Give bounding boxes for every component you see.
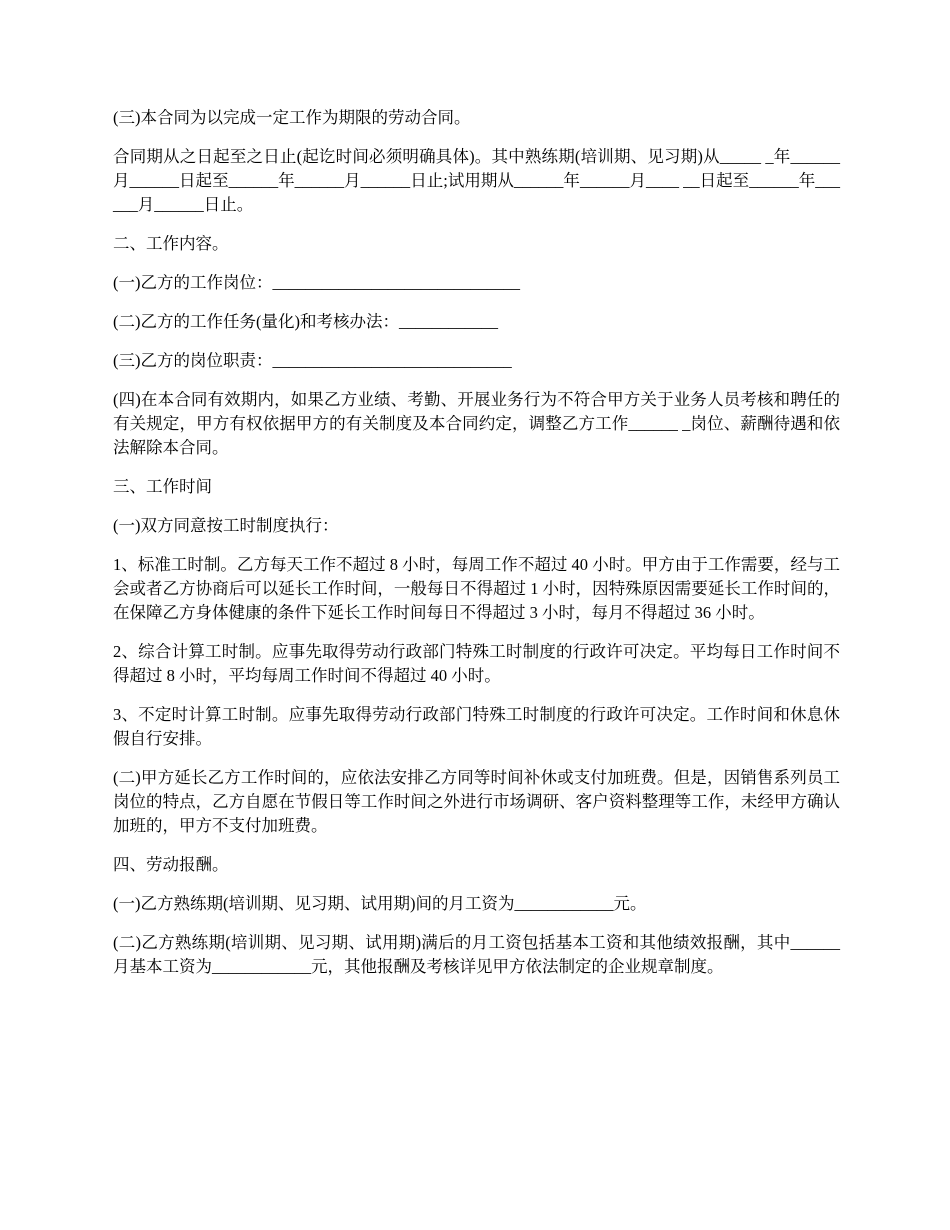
paragraph-overtime: (二)甲方延长乙方工作时间的，应依法安排乙方同等时间补休或支付加班费。但是，因销售系列员工岗位的特点，乙方自愿在节假日等工作时间之外进行市场调研、客户资料整理等工作，未经甲方确认加班的，甲方不支付加班费。 [113, 768, 840, 835]
paragraph-regular-salary: (二)乙方熟练期(培训期、见习期、试用期)满后的月工资包括基本工资和其他绩效报酬，其中______月基本工资为____________元，其他报酬及考核详见甲方依法制定的企业规章制度。 [113, 933, 840, 976]
document-page [113, 106, 840, 994]
paragraph-flexible-hours: 3、不定时计算工时制。应事先取得劳动行政部门特殊工时制度的行政许可决定。工作时间和休息休假自行安排。 [113, 705, 840, 748]
heading-working-hours: 三、工作时间 [113, 477, 212, 496]
heading-remuneration: 四、劳动报酬。 [113, 855, 229, 874]
paragraph-standard-hours: 1、标准工时制。乙方每天工作不超过 8 小时，每周工作不超过 40 小时。甲方由于工作需要，经与工会或者乙方协商后可以延长工作时间，一般每日不得超过 1 小时，因特殊原因需要延长工作时间的，在保障乙方身体健康的条件下延长工作时间每日不得超过 3 小时，每月不得超过 36 小时。 [113, 555, 840, 622]
paragraph-contract-period: 合同期从之日起至之日止(起讫时间必须明确具体)。其中熟练期(培训期、见习期)从_____ _年______月______日起至______年______月______日止;试用期从______年______月____ __日起至______年______月______日止。 [113, 147, 840, 214]
paragraph-performance-adjustment: (四)在本合同有效期内，如果乙方业绩、考勤、开展业务行为不符合甲方关于业务人员考核和聘任的有关规定，甲方有权依据甲方的有关制度及本合同约定，调整乙方工作______ _岗位、薪酬待遇和依法解除本合同。 [113, 390, 840, 457]
heading-work-content: 二、工作内容。 [113, 234, 229, 253]
paragraph-job-position: (一)乙方的工作岗位：______________________________ [113, 273, 520, 292]
paragraph-job-duties: (三)乙方的岗位职责：_____________________________ [113, 351, 512, 370]
paragraph-hours-system: (一)双方同意按工时制度执行： [113, 516, 339, 535]
paragraph-job-tasks: (二)乙方的工作任务(量化)和考核办法：____________ [113, 312, 498, 331]
paragraph-comprehensive-hours: 2、综合计算工时制。应事先取得劳动行政部门特殊工时制度的行政许可决定。平均每日工作时间不得超过 8 小时，平均每周工作时间不得超过 40 小时。 [113, 642, 840, 685]
paragraph-probation-salary: (一)乙方熟练期(培训期、见习期、试用期)间的月工资为____________元。 [113, 894, 647, 913]
paragraph-fixed-term-contract: (三)本合同为以完成一定工作为期限的劳动合同。 [113, 108, 471, 127]
